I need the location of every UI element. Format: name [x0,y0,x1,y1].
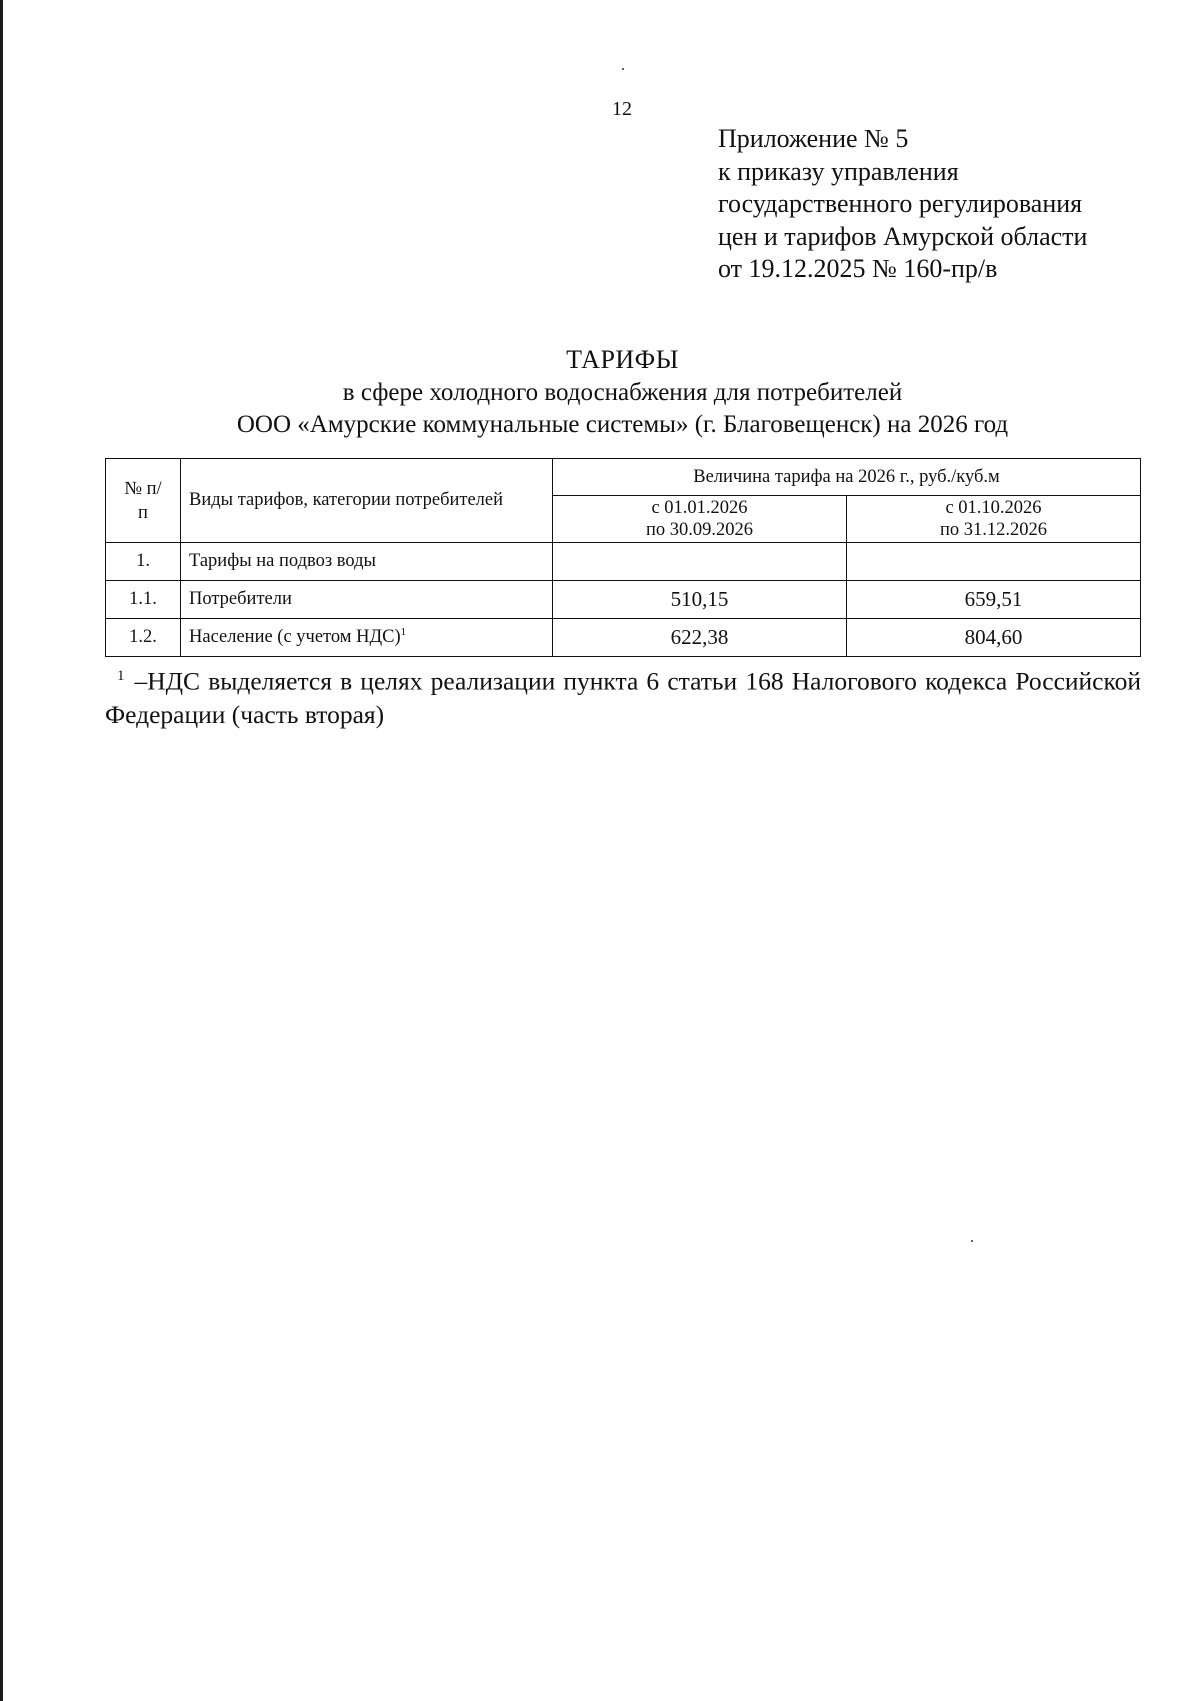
header-num [106,459,181,543]
appendix-reference [718,123,1087,286]
row-value-2 [847,543,1141,581]
row-kind: Потребители [181,581,553,619]
row-value-1 [553,543,847,581]
row-value-1: 622,38 [553,619,847,657]
row-num: 1.1. [106,581,181,619]
row-value-2: 804,60 [847,619,1141,657]
footnote-text: –НДС выделяется в целях реализации пункта 6 статьи 168 Налогового кодекса Российской Федерации (часть вторая) [105,666,1141,729]
header-value-group: Величина тарифа на 2026 г., руб./куб.м [553,459,1141,496]
tariff-table [105,458,1141,657]
footnote-ref: 1 [400,626,407,639]
period-1-end: по 30.09.2026 [645,520,754,540]
row-kind-text: Население (с учетом НДС) [189,627,401,648]
page-number: 12 [612,98,632,120]
appendix-line: Приложение № 5 [718,124,909,153]
title-main: ТАРИФЫ [566,345,679,374]
row-value-1: 510,15 [553,581,847,619]
period-1-start: с 01.01.2026 [651,498,748,518]
header-kind: Виды тарифов, категории потребителей [181,459,553,543]
appendix-line: цен и тарифов Амурской области [718,221,1088,251]
header-period-1 [553,496,847,543]
period-2-end: по 31.12.2026 [939,520,1048,540]
footnote [105,660,1141,731]
footnote-marker: 1 [117,668,125,684]
row-num: 1. [106,543,181,581]
table-row [106,543,1141,581]
table-header-row [106,459,1141,496]
row-value-2: 659,51 [847,581,1141,619]
document-title [105,343,1140,441]
row-kind: Тарифы на подвоз воды [181,543,553,581]
table-row [106,619,1141,657]
header-period-2 [847,496,1141,543]
scan-speck [971,1240,973,1242]
row-num: 1.2. [106,619,181,657]
title-subtitle: в сфере холодного водоснабжения для потребителей [342,379,903,406]
appendix-line: государственного регулирования [718,189,1083,218]
page-left-edge [0,0,3,1701]
period-2-start: с 01.10.2026 [945,498,1042,518]
appendix-line: от 19.12.2025 № 160-пр/в [718,254,998,283]
table-row [106,581,1141,619]
title-subtitle: ООО «Амурские коммунальные системы» (г. Благовещенск) на 2026 год [236,411,1009,438]
header-num-label: № п/п [124,478,162,523]
appendix-line: к приказу управления [718,156,959,186]
scan-speck [622,68,624,70]
row-kind [181,619,553,657]
